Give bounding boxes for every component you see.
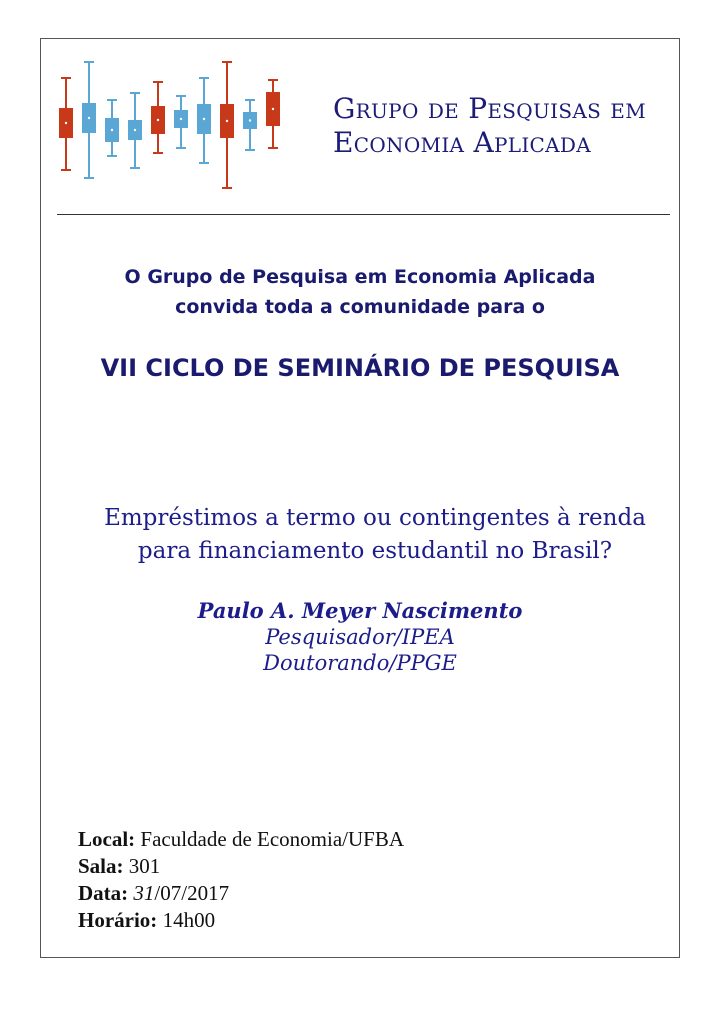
- speaker-role-2: Doutorando/PPGE: [263, 651, 457, 675]
- group-name: [333, 92, 673, 160]
- detail-data-rest: /07/2017: [154, 881, 230, 905]
- event-title: VII CICLO DE SEMINÁRIO DE PESQUISA: [100, 354, 620, 382]
- logo-median: [180, 118, 182, 120]
- invitation-text: [60, 262, 660, 322]
- detail-data-day: 31: [133, 881, 155, 905]
- speaker-block: [40, 598, 680, 676]
- detail-sala: [78, 853, 638, 880]
- invitation-line2: convida toda a comunidade para o: [175, 296, 545, 318]
- header-divider: [57, 214, 670, 215]
- detail-horario: [78, 907, 638, 934]
- logo-median: [272, 108, 274, 110]
- detail-sala-value: 301: [128, 854, 161, 878]
- detail-horario-label: Horário:: [78, 908, 158, 932]
- detail-local: [78, 826, 638, 853]
- logo-median: [134, 129, 136, 131]
- speaker-name: Paulo A. Meyer Nascimento: [197, 598, 523, 623]
- logo-median: [249, 119, 251, 121]
- logo-median: [65, 122, 67, 124]
- invitation-line1: O Grupo de Pesquisa em Economia Aplicada: [124, 266, 596, 288]
- talk-title: [60, 502, 690, 568]
- talk-title-line2: para financiamento estudantil no Brasil?: [137, 538, 613, 564]
- talk-title-line1: Empréstimos a termo ou contingentes à renda: [104, 505, 646, 531]
- logo-median: [88, 117, 90, 119]
- group-name-line2: Economia Aplicada: [333, 126, 591, 159]
- detail-data-label: Data:: [78, 881, 129, 905]
- detail-local-value: Faculdade de Economia/UFBA: [140, 827, 405, 851]
- boxplot-logo-icon: [55, 58, 287, 194]
- event-details: [78, 826, 638, 934]
- speaker-role-1: Pesquisador/IPEA: [265, 625, 455, 649]
- logo-median: [157, 119, 159, 121]
- logo-median: [203, 118, 205, 120]
- detail-data: [78, 880, 638, 907]
- detail-horario-value: 14h00: [162, 908, 216, 932]
- detail-sala-label: Sala:: [78, 854, 124, 878]
- logo-median: [111, 129, 113, 131]
- detail-local-label: Local:: [78, 827, 136, 851]
- logo-median: [226, 120, 228, 122]
- group-name-line1: Grupo de Pesquisas em: [333, 92, 646, 125]
